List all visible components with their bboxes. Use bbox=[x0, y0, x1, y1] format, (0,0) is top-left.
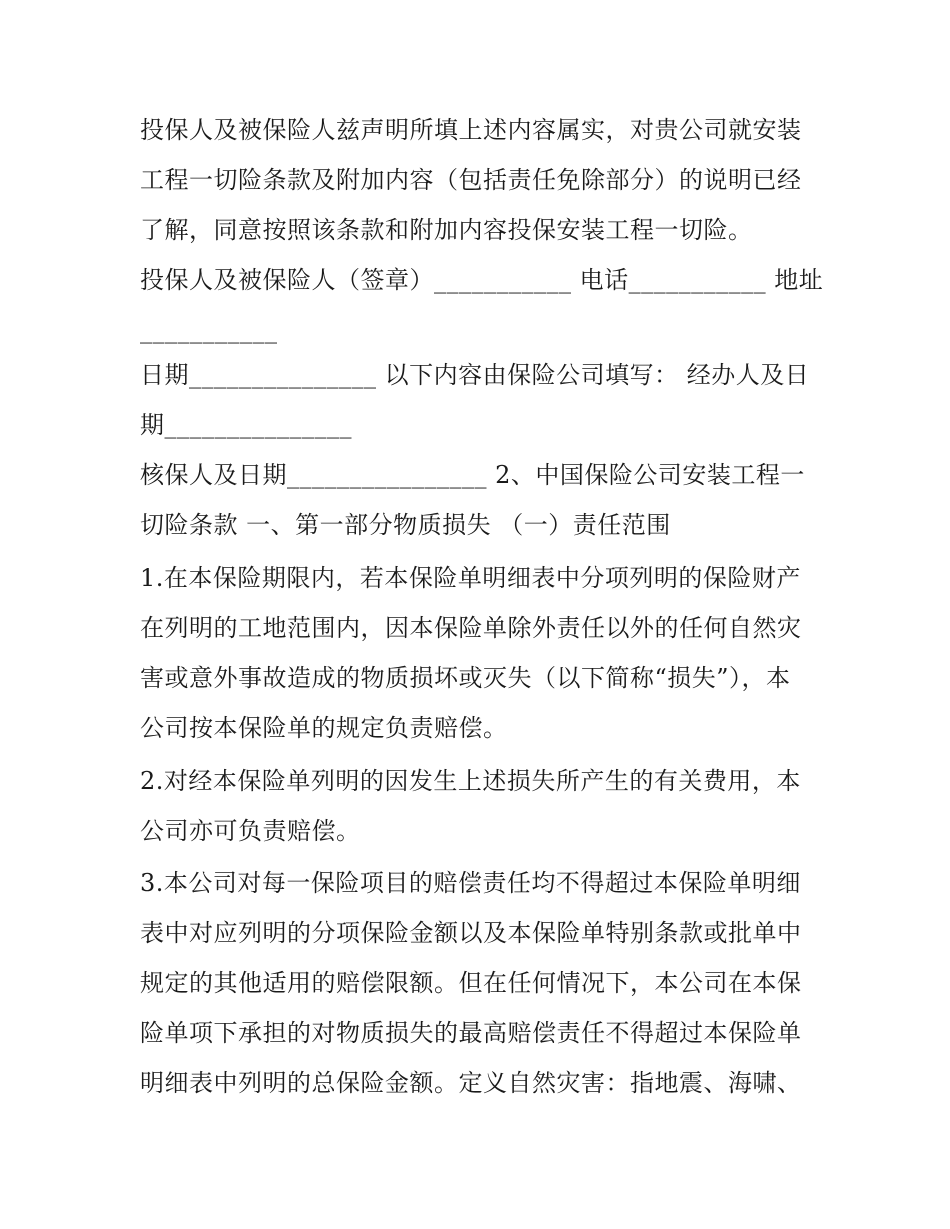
text-line: 核保人及日期________________ 2、中国保险公司安装工程一 bbox=[140, 461, 805, 489]
text-line: 投保人及被保险人（签章）___________ 电话___________ 地址 bbox=[140, 266, 824, 294]
text-line: 险单项下承担的对物质损失的最高赔偿责任不得超过本保险单 bbox=[140, 1019, 802, 1047]
text-line: 表中对应列明的分项保险金额以及本保险单特别条款或批单中 bbox=[140, 919, 802, 947]
text-line: 公司亦可负责赔偿。 bbox=[140, 817, 361, 845]
text-line: 公司按本保险单的规定负责赔偿。 bbox=[140, 714, 508, 742]
text-line: 了解，同意按照该条款和附加内容投保安装工程一切险。 bbox=[140, 216, 753, 244]
text-line: ___________ bbox=[140, 316, 278, 344]
text-line: 工程一切险条款及附加内容（包括责任免除部分）的说明已经 bbox=[140, 166, 802, 194]
text-line: 期_______________ bbox=[140, 411, 352, 439]
text-line: 2.对经本保险单列明的因发生上述损失所产生的有关费用，本 bbox=[140, 767, 801, 795]
text-line: 明细表中列明的总保险金额。定义自然灾害：指地震、海啸、 bbox=[140, 1069, 802, 1097]
text-line: 1.在本保险期限内，若本保险单明细表中分项列明的保险财产 bbox=[140, 564, 801, 592]
text-line: 害或意外事故造成的物质损坏或灭失（以下简称“损失”），本 bbox=[140, 664, 791, 692]
text-line: 在列明的工地范围内，因本保险单除外责任以外的任何自然灾 bbox=[140, 614, 802, 642]
text-line: 日期_______________ 以下内容由保险公司填写： 经办人及日 bbox=[140, 361, 810, 389]
text-line: 规定的其他适用的赔偿限额。但在任何情况下，本公司在本保 bbox=[140, 969, 802, 997]
text-line: 投保人及被保险人兹声明所填上述内容属实，对贵公司就安装 bbox=[140, 116, 802, 144]
text-line: 3.本公司对每一保险项目的赔偿责任均不得超过本保险单明细 bbox=[140, 869, 801, 897]
text-line: 切险条款 一、第一部分物质损失 （一）责任范围 bbox=[140, 511, 671, 539]
